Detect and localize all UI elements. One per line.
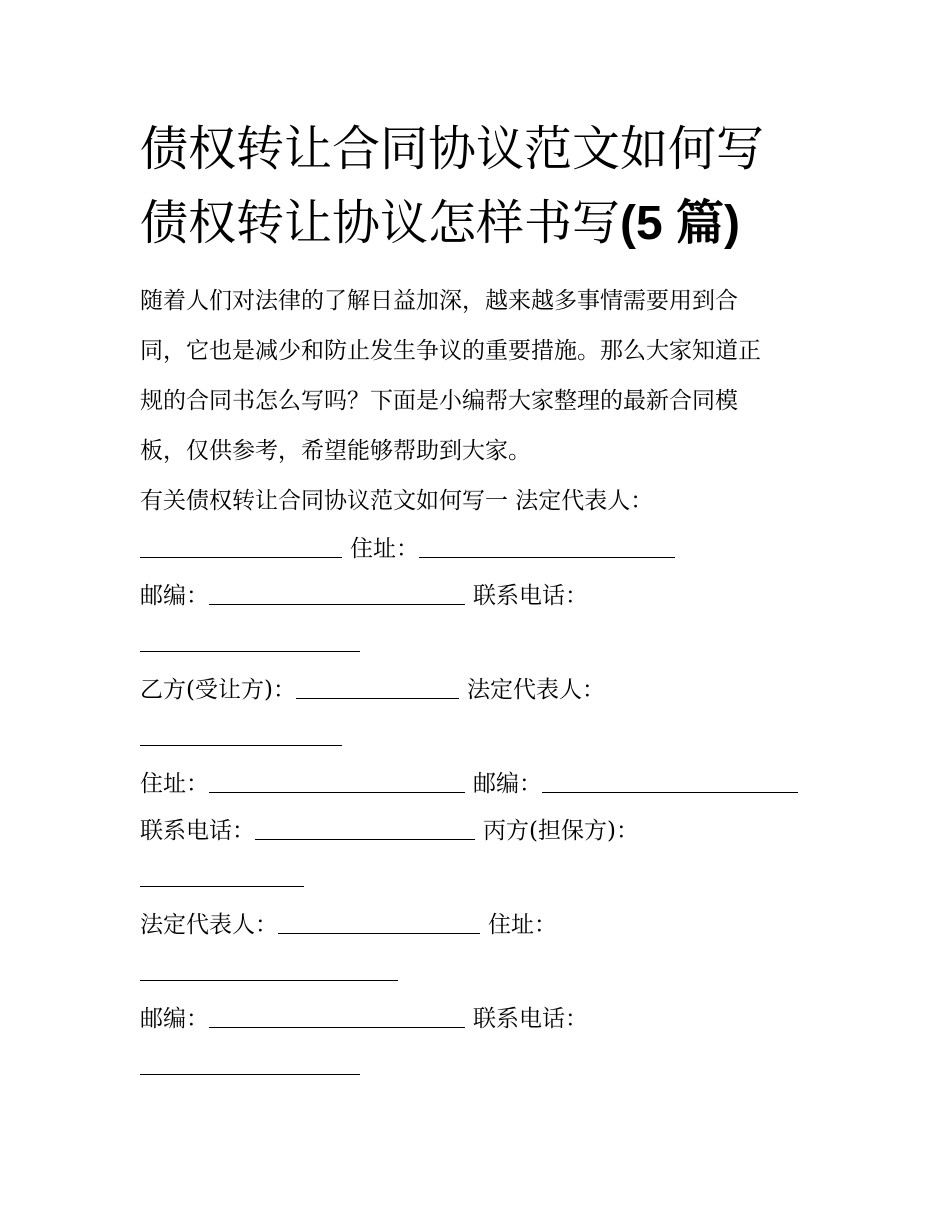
phone-blank[interactable]	[140, 631, 360, 652]
legal-rep-blank[interactable]	[140, 537, 342, 558]
form-row	[140, 714, 820, 761]
postcode-label: 邮编：	[140, 1006, 209, 1032]
intro-line: 同，它也是减少和防止发生争议的重要措施。那么大家知道正	[140, 338, 761, 364]
form-row	[140, 949, 820, 996]
form-row	[140, 1043, 820, 1090]
intro-line: 规的合同书怎么写吗？下面是小编帮大家整理的最新合同模	[140, 388, 738, 414]
address-label: 住址：	[140, 771, 209, 797]
phone-blank[interactable]	[255, 819, 475, 840]
phone-label: 联系电话：	[473, 1006, 588, 1032]
party-b-blank[interactable]	[296, 678, 459, 699]
form-row	[140, 902, 820, 949]
form-row	[140, 996, 820, 1043]
party-c-blank[interactable]	[140, 866, 304, 887]
form-row	[140, 761, 820, 808]
title-line-1: 债权转让合同协议范文如何写	[140, 121, 765, 177]
legal-rep-label: 法定代表人：	[140, 912, 278, 938]
legal-rep-blank[interactable]	[140, 725, 342, 746]
postcode-blank[interactable]	[209, 584, 465, 605]
legal-rep-label: 法定代表人：	[466, 677, 605, 703]
address-blank[interactable]	[419, 537, 675, 558]
phone-blank[interactable]	[140, 1054, 360, 1075]
form-row	[140, 620, 820, 667]
form-row	[140, 526, 820, 573]
form-row	[140, 808, 820, 855]
party-c-label: 丙方(担保方)：	[483, 818, 639, 844]
title-line-2	[140, 186, 820, 261]
legal-rep-blank[interactable]	[278, 913, 480, 934]
postcode-label: 邮编：	[140, 583, 209, 609]
intro-line: 随着人们对法律的了解日益加深，越来越多事情需要用到合	[140, 288, 738, 314]
address-blank[interactable]	[140, 960, 398, 981]
phone-label: 联系电话：	[473, 583, 588, 609]
party-b-label: 乙方(受让方)：	[140, 677, 296, 703]
postcode-blank[interactable]	[209, 1007, 465, 1028]
phone-label: 联系电话：	[140, 818, 255, 844]
address-label: 住址：	[488, 912, 557, 938]
postcode-blank[interactable]	[542, 772, 798, 793]
document-body	[140, 276, 820, 1090]
form-row	[140, 573, 820, 620]
title-line-2-main: 债权转让协议怎样书写	[140, 195, 621, 251]
address-label: 住址：	[350, 536, 419, 562]
document-title	[140, 112, 820, 261]
form-row	[140, 667, 820, 714]
form-row	[140, 855, 820, 902]
title-line-2-suffix: (5 篇)	[620, 197, 741, 250]
section-heading: 有关债权转让合同协议范文如何写一 法定代表人：	[140, 488, 654, 514]
postcode-label: 邮编：	[473, 771, 542, 797]
address-blank[interactable]	[209, 772, 465, 793]
intro-line: 板，仅供参考，希望能够帮助到大家。	[140, 438, 531, 464]
